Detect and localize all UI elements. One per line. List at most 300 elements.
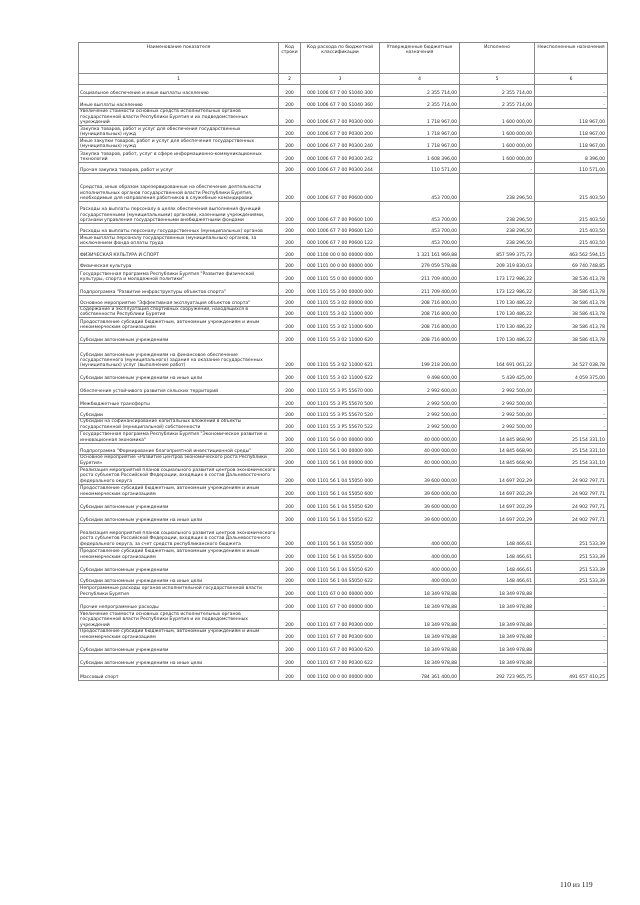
row-indicator-name: Закупка товаров, работ и услуг для обеспечения государственных (муниципальных) нужд (79, 126, 279, 138)
header-indicator-name: Наименование показателя (79, 43, 279, 74)
row-approved-amount: 2 355 714,00 (380, 97, 460, 109)
row-budget-classification-code: 000 1101 67 7 00 Р0300 620 (301, 640, 380, 653)
table-row (79, 382, 608, 395)
row-executed-amount: 18 349 978,88 (460, 584, 535, 597)
row-line-code: 200 (279, 466, 301, 484)
row-approved-amount: 39 600 000,00 (380, 510, 460, 523)
row-unexecuted-amount: 38 586 413,78 (535, 307, 608, 318)
row-unexecuted-amount: 215 403,50 (535, 224, 608, 235)
row-budget-classification-code: 000 1101 56 1 00 00000 000 (301, 443, 380, 454)
table-row (79, 270, 608, 283)
row-budget-classification-code: 000 1006 67 7 00 Р0600 120 (301, 224, 380, 235)
table-row (79, 628, 608, 640)
budget-execution-table (78, 42, 608, 681)
row-approved-amount: 110 571,00 (380, 163, 460, 174)
row-approved-amount: 1 321 161 969,88 (380, 247, 460, 259)
row-executed-amount: 238 296,50 (460, 224, 535, 235)
row-unexecuted-amount: 251 533,39 (535, 523, 608, 547)
row-unexecuted-amount: - (535, 395, 608, 408)
row-indicator-name: Иные выплаты персоналу государственных (муниципальных) органов, за исключением фонда оплаты труда (79, 235, 279, 247)
row-line-code: 200 (279, 126, 301, 138)
row-approved-amount: 18 349 978,88 (380, 610, 460, 628)
table-row (79, 573, 608, 584)
row-unexecuted-amount: 118 967,00 (535, 126, 608, 138)
row-line-code: 200 (279, 523, 301, 547)
row-line-code: 200 (279, 138, 301, 150)
row-line-code: 200 (279, 628, 301, 640)
row-approved-amount: 2 992 600,00 (380, 382, 460, 395)
row-executed-amount: 2 992 500,00 (460, 408, 535, 419)
row-budget-classification-code: 000 1101 56 1 04 S5050 622 (301, 573, 380, 584)
row-unexecuted-amount: 110 571,00 (535, 163, 608, 174)
row-executed-amount: 1 600 000,00 (460, 126, 535, 138)
row-line-code: 200 (279, 109, 301, 126)
row-unexecuted-amount: - (535, 628, 608, 640)
row-unexecuted-amount: 251 533,39 (535, 560, 608, 573)
row-line-code: 200 (279, 174, 301, 202)
row-line-code: 200 (279, 666, 301, 680)
table-row (79, 666, 608, 680)
table-row (79, 640, 608, 653)
row-approved-amount: 400 000,00 (380, 560, 460, 573)
row-executed-amount: 18 349 978,88 (460, 653, 535, 666)
header-approved-appropriations: Утвержденные бюджетные назначения (380, 43, 460, 74)
row-executed-amount: 292 723 965,75 (460, 666, 535, 680)
table-row (79, 408, 608, 419)
row-executed-amount: 148 466,61 (460, 523, 535, 547)
row-budget-classification-code: 000 1100 00 0 00 00000 000 (301, 247, 380, 259)
row-executed-amount: 18 349 978,88 (460, 597, 535, 610)
row-approved-amount: 1 608 396,00 (380, 150, 460, 163)
row-approved-amount: 453 700,00 (380, 174, 460, 202)
row-budget-classification-code: 000 1101 00 0 00 00000 000 (301, 259, 380, 270)
table-row (79, 85, 608, 97)
row-indicator-name: Подпрограмма "Формирование благоприятной инвестиционной среды" (79, 443, 279, 454)
row-indicator-name: Субсидии автономным учреждениям (79, 640, 279, 653)
row-unexecuted-amount: 38 586 413,78 (535, 318, 608, 331)
row-unexecuted-amount: - (535, 97, 608, 109)
row-executed-amount: 148 466,61 (460, 547, 535, 560)
row-budget-classification-code: 000 1101 55 3 02 11000 600 (301, 318, 380, 331)
row-unexecuted-amount: 118 967,00 (535, 138, 608, 150)
row-indicator-name: Средства, иные образом зарезервированные на обеспечение деятельности исполнительных органов государственной власти Республики Бурятия, необходимые для направления работников в служебные командировки (79, 174, 279, 202)
row-budget-classification-code: 000 1101 56 1 04 55050 620 (301, 497, 380, 510)
row-unexecuted-amount: 34 527 038,78 (535, 344, 608, 369)
row-unexecuted-amount: 24 902 797,71 (535, 484, 608, 497)
row-budget-classification-code: 000 1006 67 7 00 Р0600 100 (301, 202, 380, 224)
row-executed-amount: 148 466,61 (460, 560, 535, 573)
row-executed-amount: 2 355 714,00 (460, 85, 535, 97)
table-row (79, 454, 608, 466)
row-indicator-name: Закупка товаров, работ, услуг в сфере информационно-коммуникационных технологий (79, 150, 279, 163)
column-number-row (79, 74, 608, 85)
row-unexecuted-amount: 24 902 797,71 (535, 466, 608, 484)
row-approved-amount: 453 700,00 (380, 235, 460, 247)
table-row (79, 653, 608, 666)
row-executed-amount: 857 599 375,73 (460, 247, 535, 259)
row-unexecuted-amount: 25 154 331,10 (535, 454, 608, 466)
row-line-code: 200 (279, 307, 301, 318)
row-budget-classification-code: 000 1101 67 7 00 00000 000 (301, 597, 380, 610)
table-row (79, 224, 608, 235)
row-indicator-name: Субсидии автономным учреждениям на иные цели (79, 573, 279, 584)
row-unexecuted-amount: 215 403,50 (535, 174, 608, 202)
row-line-code: 200 (279, 610, 301, 628)
row-executed-amount: 238 296,50 (460, 235, 535, 247)
row-budget-classification-code: 000 1101 55 3 Р5 55670 500 (301, 395, 380, 408)
row-unexecuted-amount: 25 154 331,10 (535, 430, 608, 443)
row-executed-amount: 1 600 000,00 (460, 150, 535, 163)
row-line-code: 200 (279, 382, 301, 395)
row-unexecuted-amount: 251 533,39 (535, 573, 608, 584)
budget-report-table-container (78, 42, 607, 681)
table-row (79, 283, 608, 296)
row-line-code: 200 (279, 584, 301, 597)
row-indicator-name: Субсидии автономным учреждениям на иные цели (79, 653, 279, 666)
row-budget-classification-code: 000 1101 56 1 04 55050 600 (301, 484, 380, 497)
table-row (79, 430, 608, 443)
row-approved-amount: 784 361 400,00 (380, 666, 460, 680)
row-unexecuted-amount: 215 403,50 (535, 235, 608, 247)
row-indicator-name: Подпрограмма "Развитие инфраструктуры объектов спорта" (79, 283, 279, 296)
row-indicator-name: Предоставление субсидий бюджетным, автономным учреждениям и иным некоммерческим организациям (79, 628, 279, 640)
row-approved-amount: 2 992 500,00 (380, 395, 460, 408)
table-row (79, 466, 608, 484)
row-indicator-name: Увеличение стоимости основных средств исполнительных органов государственной власти Республики Бурятия и их подведомственных учреждений (79, 610, 279, 628)
row-budget-classification-code: 000 1101 67 7 00 Р0300 000 (301, 610, 380, 628)
row-line-code: 200 (279, 640, 301, 653)
row-unexecuted-amount: - (535, 597, 608, 610)
row-indicator-name: Основное мероприятие «Развитие центров экономического роста Республики Бурятия» (79, 454, 279, 466)
table-row (79, 419, 608, 430)
row-unexecuted-amount: - (535, 85, 608, 97)
row-budget-classification-code: 000 1101 56 1 04 55050 622 (301, 510, 380, 523)
row-budget-classification-code: 000 1101 55 3 02 11000 000 (301, 307, 380, 318)
row-executed-amount: 18 349 978,88 (460, 610, 535, 628)
row-line-code: 200 (279, 85, 301, 97)
row-approved-amount: 208 716 800,00 (380, 331, 460, 344)
row-line-code: 200 (279, 331, 301, 344)
row-approved-amount: 2 992 500,00 (380, 419, 460, 430)
row-indicator-name: Субсидии автономным учреждениям на иные цели (79, 510, 279, 523)
row-indicator-name: Государственная программа Республики Бурятия "Экономическое развитие и инновационная экономика" (79, 430, 279, 443)
row-executed-amount: 14 697 202,29 (460, 510, 535, 523)
row-line-code: 200 (279, 573, 301, 584)
row-approved-amount: 400 000,00 (380, 573, 460, 584)
row-unexecuted-amount: 4 059 375,00 (535, 369, 608, 382)
row-budget-classification-code: 000 1101 55 3 02 11000 620 (301, 331, 380, 344)
row-line-code: 200 (279, 408, 301, 419)
row-executed-amount: 14 697 202,29 (460, 466, 535, 484)
row-executed-amount: 170 130 486,22 (460, 296, 535, 307)
row-approved-amount: 199 218 200,00 (380, 344, 460, 369)
row-executed-amount: 5 439 425,00 (460, 369, 535, 382)
table-row (79, 395, 608, 408)
row-indicator-name: Межбюджетные трансферты (79, 395, 279, 408)
row-line-code: 200 (279, 430, 301, 443)
row-line-code: 200 (279, 283, 301, 296)
row-line-code: 200 (279, 454, 301, 466)
row-executed-amount: 173 122 986,22 (460, 283, 535, 296)
row-indicator-name: Основное мероприятие "Эффективная эксплуатация объектов спорта" (79, 296, 279, 307)
row-line-code: 200 (279, 510, 301, 523)
column-number: 4 (380, 74, 460, 85)
row-executed-amount: 238 296,50 (460, 202, 535, 224)
table-row (79, 126, 608, 138)
row-approved-amount: 208 716 800,00 (380, 318, 460, 331)
table-row (79, 331, 608, 344)
table-row (79, 138, 608, 150)
row-approved-amount: 453 700,00 (380, 202, 460, 224)
row-approved-amount: 18 349 978,88 (380, 584, 460, 597)
row-approved-amount: 9 498 600,00 (380, 369, 460, 382)
row-executed-amount: - (460, 163, 535, 174)
table-row (79, 109, 608, 126)
row-line-code: 200 (279, 202, 301, 224)
row-executed-amount: 164 691 061,22 (460, 344, 535, 369)
row-indicator-name: Массовый спорт (79, 666, 279, 680)
row-approved-amount: 2 355 714,00 (380, 85, 460, 97)
row-indicator-name: Субсидии автономным учреждениям на финансовое обеспечение государственного (муниципального) задания на оказание государственных (муниципальных) услуг (выполнение работ) (79, 344, 279, 369)
row-unexecuted-amount: - (535, 640, 608, 653)
row-approved-amount: 18 349 978,88 (380, 640, 460, 653)
row-executed-amount: 14 845 668,90 (460, 443, 535, 454)
row-executed-amount: 170 130 486,22 (460, 331, 535, 344)
row-approved-amount: 39 600 000,00 (380, 497, 460, 510)
row-line-code: 200 (279, 497, 301, 510)
table-row (79, 369, 608, 382)
table-row (79, 296, 608, 307)
row-executed-amount: 148 466,61 (460, 573, 535, 584)
row-budget-classification-code: 000 1101 56 0 00 00000 000 (301, 430, 380, 443)
row-indicator-name: Субсидии автономным учреждениям на иные цели (79, 369, 279, 382)
row-line-code: 200 (279, 653, 301, 666)
row-unexecuted-amount: - (535, 382, 608, 395)
row-approved-amount: 208 716 800,00 (380, 296, 460, 307)
row-unexecuted-amount: - (535, 408, 608, 419)
row-executed-amount: 1 600 000,00 (460, 138, 535, 150)
row-indicator-name: Социальное обеспечение и иные выплаты населению (79, 85, 279, 97)
row-unexecuted-amount: - (535, 610, 608, 628)
row-line-code: 200 (279, 150, 301, 163)
row-indicator-name: Расходы на выплаты персоналу государственных (муниципальных) органов (79, 224, 279, 235)
table-row (79, 97, 608, 109)
row-line-code: 200 (279, 97, 301, 109)
row-executed-amount: 14 697 202,29 (460, 484, 535, 497)
row-executed-amount: 14 845 868,90 (460, 430, 535, 443)
row-indicator-name: Содержание и эксплуатация спортивных сооружений, находящихся в собственности Республики Бурятия (79, 307, 279, 318)
row-indicator-name: Реализация мероприятий планов социального развития центров экономического роста субъектов Российской Федерации, входящих в состав Дальневосточного федерального округа, за счет средств республиканского бюджета (79, 523, 279, 547)
row-executed-amount: 2 992 500,00 (460, 382, 535, 395)
table-row (79, 597, 608, 610)
row-unexecuted-amount: - (535, 419, 608, 430)
row-budget-classification-code: 000 1006 67 7 00 Р0300 244 (301, 163, 380, 174)
table-row (79, 443, 608, 454)
row-budget-classification-code: 000 1006 67 7 00 Р0300 200 (301, 126, 380, 138)
table-body (79, 85, 608, 681)
row-unexecuted-amount: 24 902 797,71 (535, 510, 608, 523)
row-budget-classification-code: 000 1006 67 7 00 Р0600 000 (301, 174, 380, 202)
table-row (79, 560, 608, 573)
row-line-code: 200 (279, 443, 301, 454)
row-executed-amount: 1 600 000,00 (460, 109, 535, 126)
row-line-code: 200 (279, 547, 301, 560)
table-row (79, 344, 608, 369)
row-budget-classification-code: 000 1006 67 7 00 S1040 360 (301, 97, 380, 109)
row-executed-amount: 238 296,50 (460, 174, 535, 202)
page-number: 110 из 119 (560, 880, 593, 889)
row-unexecuted-amount: 24 902 797,71 (535, 497, 608, 510)
table-header-row (79, 43, 608, 74)
table-row (79, 318, 608, 331)
row-approved-amount: 400 000,00 (380, 523, 460, 547)
row-budget-classification-code: 000 1101 56 1 04 55050 000 (301, 466, 380, 484)
row-indicator-name: Субсидии автономным учреждениям (79, 560, 279, 573)
row-unexecuted-amount: 251 533,39 (535, 547, 608, 560)
row-indicator-name: Предоставление субсидий бюджетным, автономным учреждениям и иным некоммерческим организациям (79, 318, 279, 331)
row-approved-amount: 453 700,00 (380, 224, 460, 235)
row-approved-amount: 39 600 000,00 (380, 484, 460, 497)
row-budget-classification-code: 000 1101 67 7 00 Р0300 622 (301, 653, 380, 666)
row-indicator-name: Расходы на выплаты персоналу в целях обеспечения выполнения функций государственными (муниципальными) органами, казенными учреждениями, органами управления государственными внебюджетными фондами (79, 202, 279, 224)
row-executed-amount: 2 355 714,00 (460, 97, 535, 109)
row-budget-classification-code: 000 1101 55 3 02 00000 000 (301, 296, 380, 307)
row-indicator-name: Субсидии автономным учреждениям (79, 331, 279, 344)
row-unexecuted-amount: 38 586 413,78 (535, 283, 608, 296)
row-unexecuted-amount: 215 403,50 (535, 202, 608, 224)
row-approved-amount: 18 349 978,88 (380, 597, 460, 610)
row-budget-classification-code: 000 1101 56 1 04 S5050 000 (301, 523, 380, 547)
row-unexecuted-amount: - (535, 653, 608, 666)
row-indicator-name: Предоставление субсидий бюджетным, автономным учреждениям и иным некоммерческим организациям (79, 547, 279, 560)
row-approved-amount: 40 000 000,00 (380, 454, 460, 466)
row-indicator-name: Субсидии на софинансирование капитальных вложений в объекты государственной (муниципальной) собственности (79, 419, 279, 430)
row-line-code: 200 (279, 259, 301, 270)
table-row (79, 174, 608, 202)
table-row (79, 497, 608, 510)
row-indicator-name: Иные выплаты населению (79, 97, 279, 109)
row-indicator-name: Обеспечение устойчивого развития сельских территорий (79, 382, 279, 395)
row-approved-amount: 400 000,00 (380, 547, 460, 560)
row-approved-amount: 1 718 967,00 (380, 126, 460, 138)
row-budget-classification-code: 000 1101 55 3 Р5 55670 520 (301, 408, 380, 419)
row-budget-classification-code: 000 1101 55 3 00 00000 000 (301, 283, 380, 296)
row-budget-classification-code: 000 1102 00 0 00 00000 000 (301, 666, 380, 680)
row-approved-amount: 279 059 578,88 (380, 259, 460, 270)
row-indicator-name: Прочая закупка товаров, работ и услуг (79, 163, 279, 174)
row-line-code: 200 (279, 296, 301, 307)
row-line-code: 200 (279, 247, 301, 259)
row-indicator-name: Предоставление субсидий бюджетным, автономным учреждениям и иным некоммерческим организациям (79, 484, 279, 497)
row-budget-classification-code: 000 1101 56 1 04 S5050 620 (301, 560, 380, 573)
row-line-code: 200 (279, 484, 301, 497)
row-unexecuted-amount: 463 562 594,15 (535, 247, 608, 259)
table-row (79, 163, 608, 174)
row-indicator-name: Государственная программа Республики Бурятия "Развитие физической культуры, спорта и молодежной политики" (79, 270, 279, 283)
column-number: 5 (460, 74, 535, 85)
table-row (79, 307, 608, 318)
row-line-code: 200 (279, 560, 301, 573)
row-unexecuted-amount: 25 154 331,10 (535, 443, 608, 454)
row-executed-amount: 2 992 500,00 (460, 419, 535, 430)
row-indicator-name: Прочие непрограммные расходы (79, 597, 279, 610)
row-line-code: 200 (279, 270, 301, 283)
row-executed-amount: 170 130 486,22 (460, 318, 535, 331)
table-row (79, 584, 608, 597)
row-approved-amount: 40 000 000,00 (380, 443, 460, 454)
row-approved-amount: 18 349 978,88 (380, 653, 460, 666)
row-executed-amount: 14 845 668,90 (460, 454, 535, 466)
row-unexecuted-amount: 491 657 410,25 (535, 666, 608, 680)
row-executed-amount: 18 349 978,88 (460, 628, 535, 640)
row-indicator-name: Увеличение стоимости основных средств исполнительных органов государственной власти Республики Бурятия и их подведомственных учреждений (79, 109, 279, 126)
row-budget-classification-code: 000 1101 56 1 04 S5050 600 (301, 547, 380, 560)
row-indicator-name: Физическая культура (79, 259, 279, 270)
row-executed-amount: 2 992 500,00 (460, 395, 535, 408)
row-line-code: 200 (279, 318, 301, 331)
column-number: 1 (79, 74, 279, 85)
row-approved-amount: 2 992 500,00 (380, 408, 460, 419)
row-budget-classification-code: 000 1101 55 3 02 11000 621 (301, 344, 380, 369)
table-row (79, 202, 608, 224)
row-line-code: 200 (279, 395, 301, 408)
column-number: 6 (535, 74, 608, 85)
row-executed-amount: 14 697 202,29 (460, 497, 535, 510)
row-approved-amount: 1 718 967,00 (380, 109, 460, 126)
row-executed-amount: 170 130 486,22 (460, 307, 535, 318)
row-unexecuted-amount: 69 740 748,85 (535, 259, 608, 270)
row-budget-classification-code: 000 1006 67 7 00 Р0300 000 (301, 109, 380, 126)
row-indicator-name: Субсидии (79, 408, 279, 419)
row-line-code: 200 (279, 344, 301, 369)
table-row (79, 547, 608, 560)
row-budget-classification-code: 000 1101 56 1 04 00000 000 (301, 454, 380, 466)
row-approved-amount: 1 718 967,00 (380, 138, 460, 150)
row-indicator-name: Иные закупки товаров, работ и услуг для обеспечения государственных (муниципальных) нужд (79, 138, 279, 150)
row-approved-amount: 208 716 800,00 (380, 307, 460, 318)
row-budget-classification-code: 000 1006 67 7 00 Р0300 242 (301, 150, 380, 163)
table-row (79, 510, 608, 523)
row-line-code: 200 (279, 597, 301, 610)
row-indicator-name: Реализация мероприятий планов социального развития центров экономического роста субъектов Российской Федерации, входящих в состав Дальневосточного федерального округа (79, 466, 279, 484)
table-row (79, 523, 608, 547)
column-number: 3 (301, 74, 380, 85)
row-unexecuted-amount: - (535, 584, 608, 597)
table-row (79, 247, 608, 259)
row-unexecuted-amount: 38 586 413,78 (535, 296, 608, 307)
row-budget-classification-code: 000 1101 55 3 Р5 55670 000 (301, 382, 380, 395)
row-line-code: 200 (279, 235, 301, 247)
row-unexecuted-amount: 8 396,00 (535, 150, 608, 163)
row-budget-classification-code: 000 1101 55 0 00 00000 000 (301, 270, 380, 283)
row-budget-classification-code: 000 1006 67 7 00 Р0600 122 (301, 235, 380, 247)
row-budget-classification-code: 000 1101 67 7 00 Р0300 600 (301, 628, 380, 640)
row-budget-classification-code: 000 1101 67 0 00 00000 000 (301, 584, 380, 597)
row-approved-amount: 40 000 000,00 (380, 430, 460, 443)
row-budget-classification-code: 000 1101 55 3 02 11000 622 (301, 369, 380, 382)
row-indicator-name: Непрограммные расходы органов исполнительной государственной власти Республики Бурятия (79, 584, 279, 597)
row-line-code: 200 (279, 163, 301, 174)
row-approved-amount: 18 349 978,88 (380, 628, 460, 640)
row-budget-classification-code: 000 1006 67 7 00 S1040 300 (301, 85, 380, 97)
row-indicator-name: Субсидии автономным учреждениям (79, 497, 279, 510)
header-unexecuted-appropriations: Неисполненные назначения (535, 43, 608, 74)
row-unexecuted-amount: 38 586 413,78 (535, 331, 608, 344)
table-row (79, 484, 608, 497)
table-row (79, 610, 608, 628)
row-line-code: 200 (279, 224, 301, 235)
table-row (79, 150, 608, 163)
